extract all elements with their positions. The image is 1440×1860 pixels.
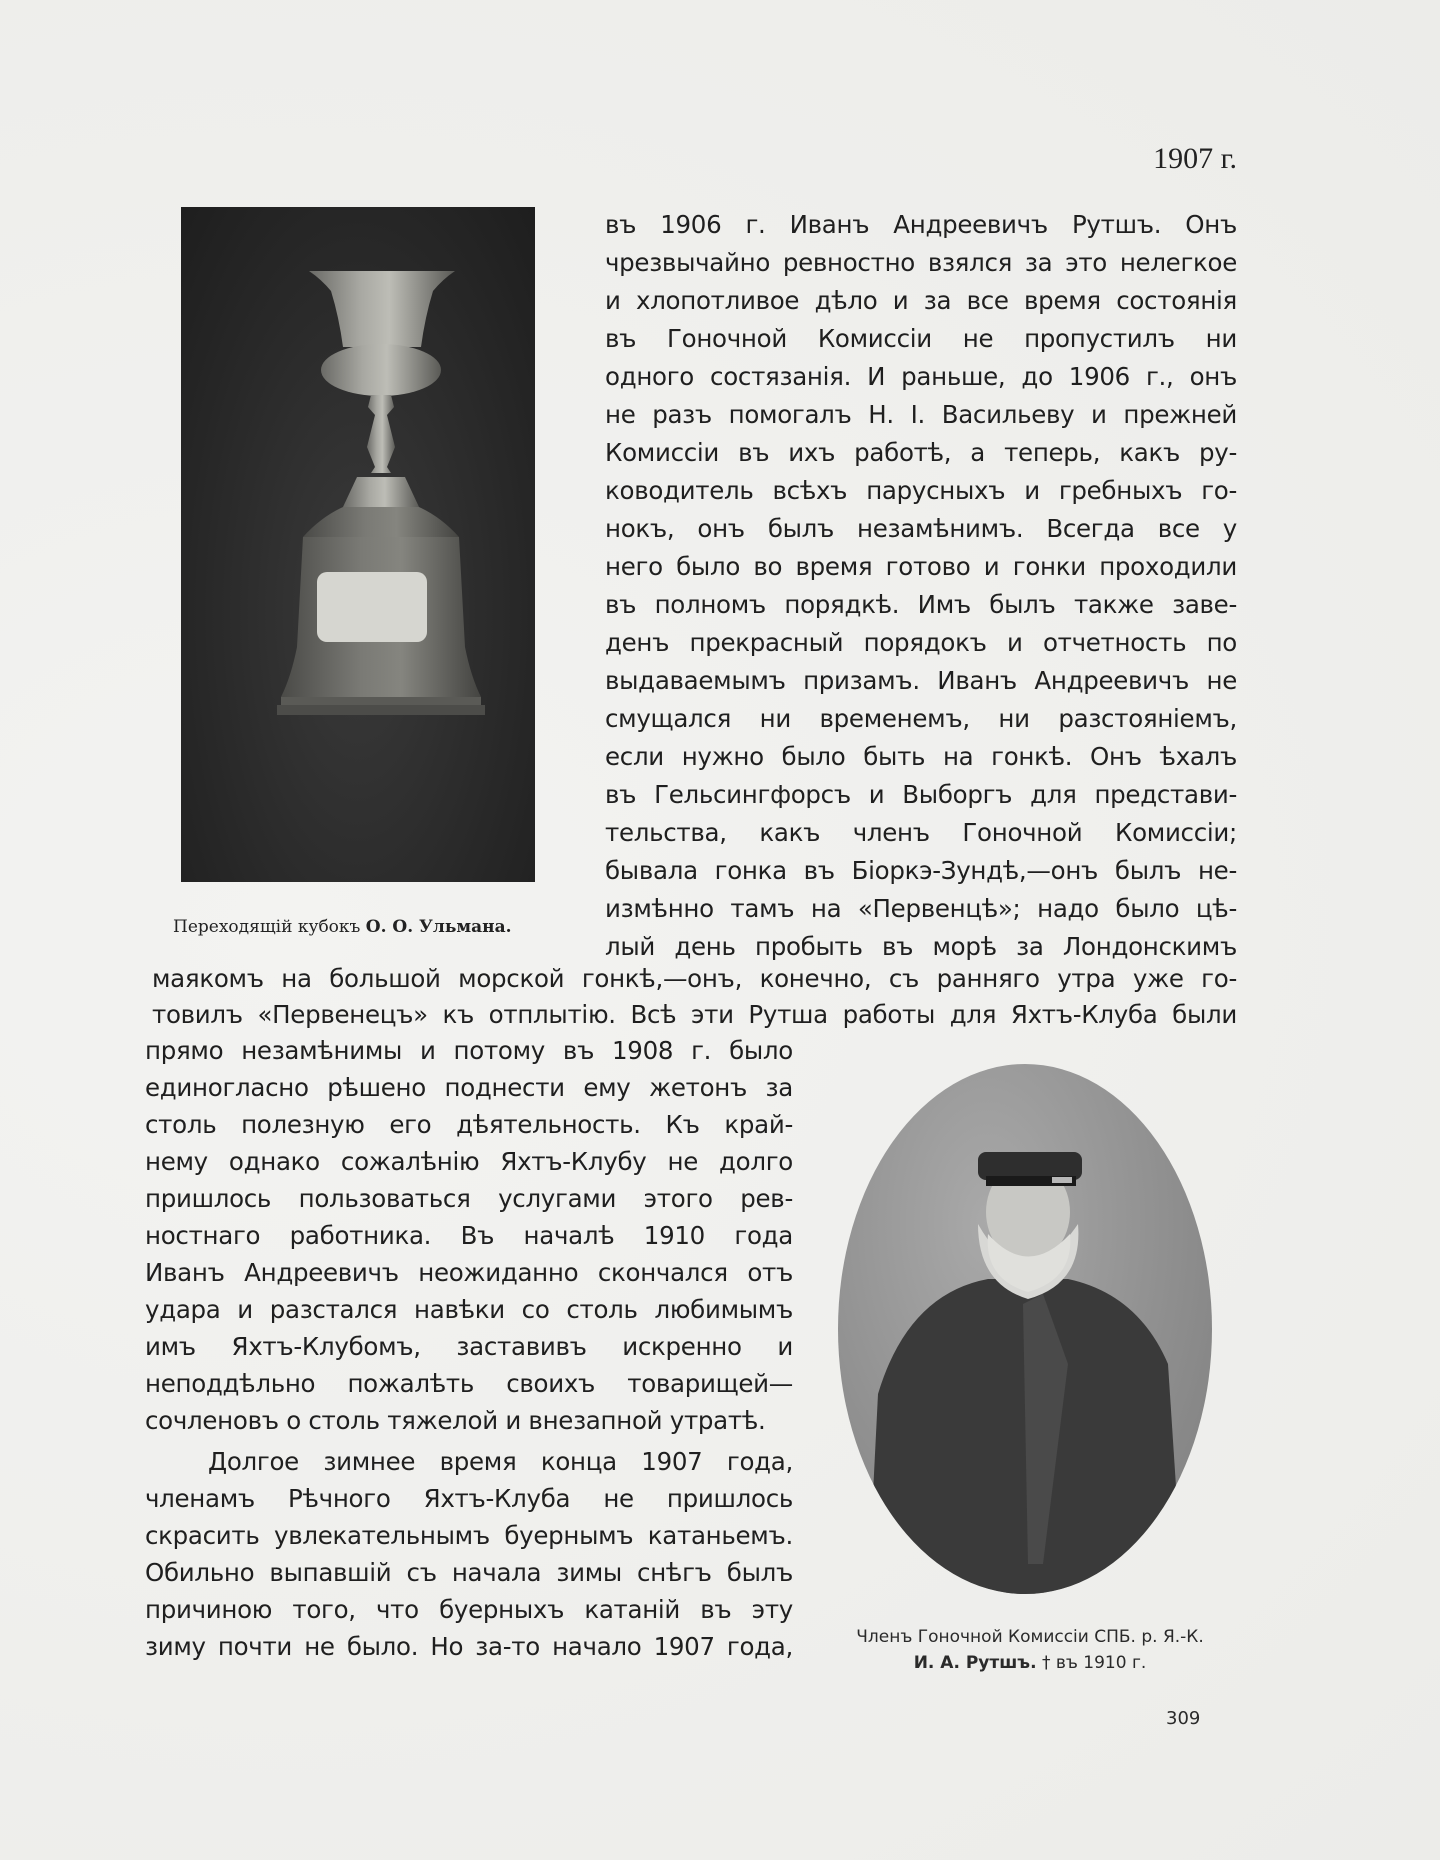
text-line: членамъ Рѣчного Яхтъ-Клуба не пришлось xyxy=(145,1484,793,1513)
text-line: чрезвычайно ревностно взялся за это нелегкое xyxy=(605,248,1237,277)
text-line: скрасить увлекательнымъ буернымъ катаньемъ. xyxy=(145,1521,793,1550)
portrait-illustration xyxy=(838,1064,1212,1594)
text-line: товилъ «Первенецъ» къ отплытію. Всѣ эти Рутша работы для Яхтъ-Клуба были xyxy=(152,1000,1237,1029)
cup-caption-name: О. О. Ульмана. xyxy=(365,917,512,937)
text-line: въ 1906 г. Иванъ Андреевичъ Рутшъ. Онъ xyxy=(605,210,1237,239)
text-line: Комиссіи въ ихъ работѣ, а теперь, какъ ру- xyxy=(605,438,1237,467)
text-line: Обильно выпавшій съ начала зимы снѣгъ былъ xyxy=(145,1558,793,1587)
text-line: неподдѣльно пожалѣть своихъ товарищей— xyxy=(145,1369,793,1398)
trophy-cup-photo xyxy=(181,207,535,882)
text-line: тельства, какъ членъ Гоночной Комиссіи; xyxy=(605,818,1237,847)
page-number: 309 xyxy=(1166,1708,1201,1729)
text-line: столь полезную его дѣятельность. Къ край- xyxy=(145,1110,793,1139)
text-line: лый день пробыть въ морѣ за Лондонскимъ xyxy=(605,932,1237,961)
text-line: него было во время готово и гонки проходили xyxy=(605,552,1237,581)
text-line: маякомъ на большой морской гонкѣ,—онъ, конечно, съ ранняго утра уже го- xyxy=(152,964,1237,993)
text-line: если нужно было быть на гонкѣ. Онъ ѣхалъ xyxy=(605,742,1237,771)
portrait-caption-suffix: † въ 1910 г. xyxy=(1041,1653,1147,1673)
oval-portrait-photo xyxy=(838,1064,1212,1594)
text-line: Иванъ Андреевичъ неожиданно скончался отъ xyxy=(145,1258,793,1287)
text-line: удара и разстался навѣки со столь любимымъ xyxy=(145,1295,793,1324)
text-line: и хлопотливое дѣло и за все время состоянія xyxy=(605,286,1237,315)
text-line: зиму почти не было. Но за-то начало 1907 года, xyxy=(145,1632,793,1661)
text-line: нокъ, онъ былъ незамѣнимъ. Всегда все у xyxy=(605,514,1237,543)
portrait-caption-line2 xyxy=(815,1650,1245,1676)
text-line: измѣнно тамъ на «Первенцѣ»; надо было цѣ- xyxy=(605,894,1237,923)
text-line: денъ прекрасный порядокъ и отчетность по xyxy=(605,628,1237,657)
portrait-caption-name: И. А. Рутшъ. xyxy=(913,1653,1037,1673)
text-line: причиною того, что буерныхъ катаній въ эту xyxy=(145,1595,793,1624)
text-line: не разъ помогалъ Н. І. Васильеву и прежней xyxy=(605,400,1237,429)
text-line: въ Гельсингфорсъ и Выборгъ для представи- xyxy=(605,780,1237,809)
text-line: ностнаго работника. Въ началѣ 1910 года xyxy=(145,1221,793,1250)
text-line: имъ Яхтъ-Клубомъ, заставивъ искренно и xyxy=(145,1332,793,1361)
text-line: сочленовъ о столь тяжелой и внезапной утратѣ. xyxy=(145,1406,766,1435)
trophy-cup-illustration xyxy=(181,207,535,882)
text-line: прямо незамѣнимы и потому въ 1908 г. было xyxy=(145,1036,793,1065)
text-line: нему однако сожалѣнію Яхтъ-Клубу не долго xyxy=(145,1147,793,1176)
text-line: одного состязанія. И раньше, до 1906 г., онъ xyxy=(605,362,1237,391)
text-line: выдаваемымъ призамъ. Иванъ Андреевичъ не xyxy=(605,666,1237,695)
portrait-caption-line1: Членъ Гоночной Комиссіи СПБ. р. Я.-К. xyxy=(856,1627,1204,1647)
text-line: единогласно рѣшено поднести ему жетонъ за xyxy=(145,1073,793,1102)
cup-caption-prefix: Переходящій кубокъ xyxy=(173,917,361,937)
text-line: Долгое зимнее время конца 1907 года, xyxy=(208,1447,793,1476)
text-line: ководитель всѣхъ парусныхъ и гребныхъ го- xyxy=(605,476,1237,505)
text-line: пришлось пользоваться услугами этого рев- xyxy=(145,1184,793,1213)
text-line: бывала гонка въ Біоркэ-Зундѣ,—онъ былъ не- xyxy=(605,856,1237,885)
text-line: въ Гоночной Комиссіи не пропустилъ ни xyxy=(605,324,1237,353)
text-line: въ полномъ порядкѣ. Имъ былъ также заве- xyxy=(605,590,1237,619)
running-header-year: 1907 г. xyxy=(1153,142,1237,175)
cup-caption xyxy=(173,917,512,937)
portrait-caption xyxy=(815,1624,1245,1676)
text-line: смущался ни временемъ, ни разстояніемъ, xyxy=(605,704,1237,733)
